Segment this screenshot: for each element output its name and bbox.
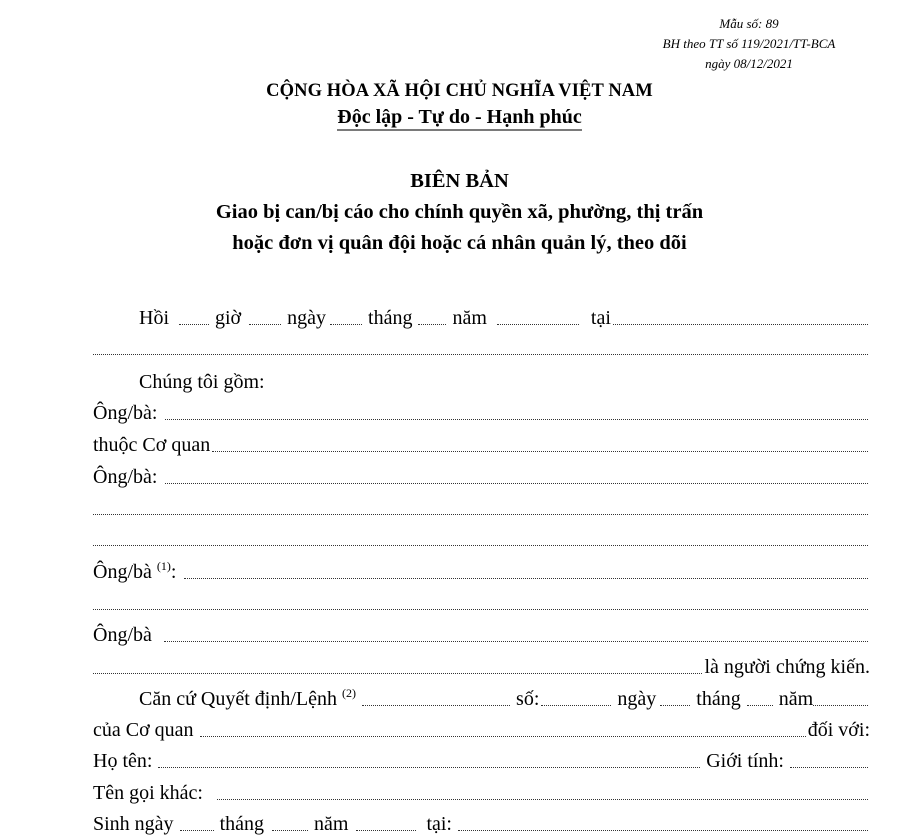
decision-year-label: năm [778,688,814,710]
motto-container [0,105,919,131]
witness-label: Ông/bà [93,624,152,646]
place-field[interactable] [613,324,868,325]
person2-field-continued-1[interactable] [93,514,868,515]
decision-day-label: ngày [617,688,657,710]
witness-field[interactable] [164,641,868,642]
person3-label-text: Ông/bà [93,561,152,583]
hour-field[interactable] [179,324,209,325]
title-main: BIÊN BẢN [410,170,509,192]
person3-label [93,560,176,584]
person2-field-continued-2[interactable] [93,545,868,546]
nation-heading: CỘNG HÒA XÃ HỘI CHỦ NGHĨA VIỆT NAM [266,81,653,101]
person2-line [93,459,870,489]
year-label: năm [452,307,487,329]
footnote-1: (1) [156,559,171,573]
participants-intro-line [139,364,870,394]
agency-label: thuộc Cơ quan [93,434,211,456]
hour-label: Hồi [139,307,169,329]
agency-field[interactable] [212,451,868,452]
month-field[interactable] [418,324,446,325]
motto: Độc lập - Tự do - Hạnh phúc [337,105,581,131]
person3-field[interactable] [184,578,868,579]
title-subtitle-line2: hoặc đơn vị quân đội hoặc cá nhân quản lý, theo dõi [232,232,687,254]
name-label: Họ tên: [93,750,153,772]
alias-line [93,775,870,805]
decision-label-text: Căn cứ Quyết định/Lệnh [139,688,338,710]
decision-field[interactable] [362,705,510,706]
person3-colon: : [170,561,177,583]
name-field[interactable] [158,767,700,768]
birth-year-field[interactable] [356,830,416,831]
person1-line [93,395,870,425]
witness-field-continued[interactable] [93,673,702,674]
person2-continuation-2 [93,521,870,551]
alias-label: Tên gọi khác: [93,782,203,804]
person1-label: Ông/bà: [93,402,158,424]
birth-day-label: Sinh ngày [93,813,174,835]
form-number: Mẫu số: 89 [719,16,779,31]
title-subtitle-line1: Giao bị can/bị cáo cho chính quyền xã, phường, thị trấn [215,201,704,223]
month-label: tháng [368,307,413,329]
subject-name-line [93,743,870,773]
year-field[interactable] [497,324,579,325]
gender-label: Giới tính: [706,750,784,772]
document-title [0,166,919,259]
form-date: ngày 08/12/2021 [705,56,793,71]
form-reference [629,14,869,74]
person3-continuation [93,585,870,615]
gender-field[interactable] [790,767,868,768]
footnote-2: (2) [342,686,357,700]
birth-month-label: tháng [219,813,264,835]
day-label: ngày [287,307,327,329]
agency-line [93,427,870,457]
decision-month-label: tháng [696,688,741,710]
decision-label [139,687,356,711]
birth-place-field[interactable] [458,830,868,831]
participants-intro: Chúng tôi gồm: [139,371,265,393]
decision-number-label: số: [516,688,540,710]
birth-month-field[interactable] [272,830,308,831]
person1-field[interactable] [165,419,868,420]
birth-day-field[interactable] [180,830,214,831]
time-place-line [139,300,870,330]
issuing-agency-label: của Cơ quan [93,719,194,741]
minute-label: giờ [215,307,242,329]
decision-month-field[interactable] [747,705,773,706]
place-continuation-line [93,330,870,360]
birth-line [93,806,870,836]
day-field[interactable] [330,324,362,325]
decision-line [139,681,870,711]
person2-continuation-1 [93,490,870,520]
alias-field[interactable] [217,799,868,800]
decision-year-field[interactable] [813,705,868,706]
place-label: tại [590,307,611,329]
witness-suffix: là người chứng kiến. [704,656,870,678]
issuing-agency-line [93,712,870,742]
person3-line [93,554,870,584]
person2-field[interactable] [165,483,868,484]
decision-day-field[interactable] [660,705,690,706]
against-label: đối với: [807,719,870,741]
witness-continuation-line [93,649,870,679]
issuing-agency-field[interactable] [200,736,806,737]
minute-field[interactable] [249,324,281,325]
place-field-continued[interactable] [93,354,868,355]
decision-number-field[interactable] [541,705,611,706]
form-issued-by: BH theo TT số 119/2021/TT-BCA [662,36,836,51]
person3-field-continued[interactable] [93,609,868,610]
birth-place-label: tại: [426,813,452,835]
person2-label: Ông/bà: [93,466,158,488]
birth-year-label: năm [314,813,349,835]
witness-line [93,617,870,647]
